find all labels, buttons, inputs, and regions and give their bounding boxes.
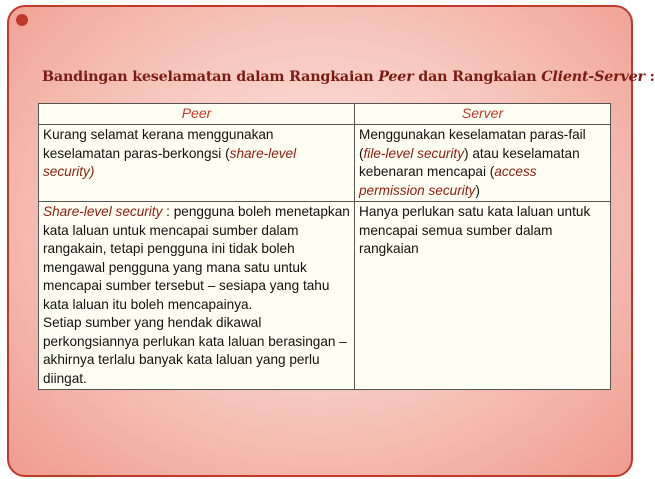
title-part: dan Rangkaian xyxy=(413,69,542,85)
cell-text: ) xyxy=(475,182,480,198)
cell-server-2 xyxy=(355,202,611,390)
cell-peer-1 xyxy=(39,125,355,202)
corner-dot xyxy=(16,14,28,26)
cell-server-1 xyxy=(355,125,611,202)
cell-term: share-level security) xyxy=(43,145,297,179)
cell-text: Setiap sumber yang hendak dikawal perkongsiannya perlukan kata laluan berasingan – akhirnya terlalu banyak kata laluan yang perlu diingat. xyxy=(43,315,347,386)
cell-peer-2 xyxy=(39,202,355,390)
cell-term: file-level security xyxy=(363,145,465,161)
cell-text: : pengguna boleh menetapkan kata laluan untuk mencapai sumber dalam rangakain, tetapi pengguna ini tidak boleh mengawal pengguna yang mana satu untuk mencapai sumber tersebut – sesiapa yang tahu kata laluan itu boleh mencapainya. xyxy=(43,204,350,312)
table-row xyxy=(39,125,611,202)
header-server: Server xyxy=(355,104,611,125)
title-peer: Peer xyxy=(378,69,414,85)
cell-term: Share-level security xyxy=(43,204,163,219)
cell-text: Hanya perlukan satu kata laluan untuk mencapai semua sumber dalam rangkaian xyxy=(359,204,591,256)
comparison-table xyxy=(38,103,611,390)
cell-text: Kurang selamat kerana menggunakan keselamatan paras-berkongsi ( xyxy=(43,127,274,161)
table-header-row xyxy=(39,104,611,125)
slide xyxy=(7,5,655,477)
title-part: : xyxy=(644,69,655,85)
cell-text: ) atau keselamatan kebenaran mencapai ( xyxy=(359,145,580,179)
title-part: Bandingan keselamatan dalam Rangkaian xyxy=(42,69,379,85)
title-client-server: Client-Server xyxy=(541,69,645,85)
header-peer: Peer xyxy=(39,104,355,125)
slide-title xyxy=(42,69,655,85)
table-row xyxy=(39,202,611,390)
cell-text: Menggunakan keselamatan paras-fail ( xyxy=(359,127,586,161)
cell-term: access permission security xyxy=(359,164,537,198)
